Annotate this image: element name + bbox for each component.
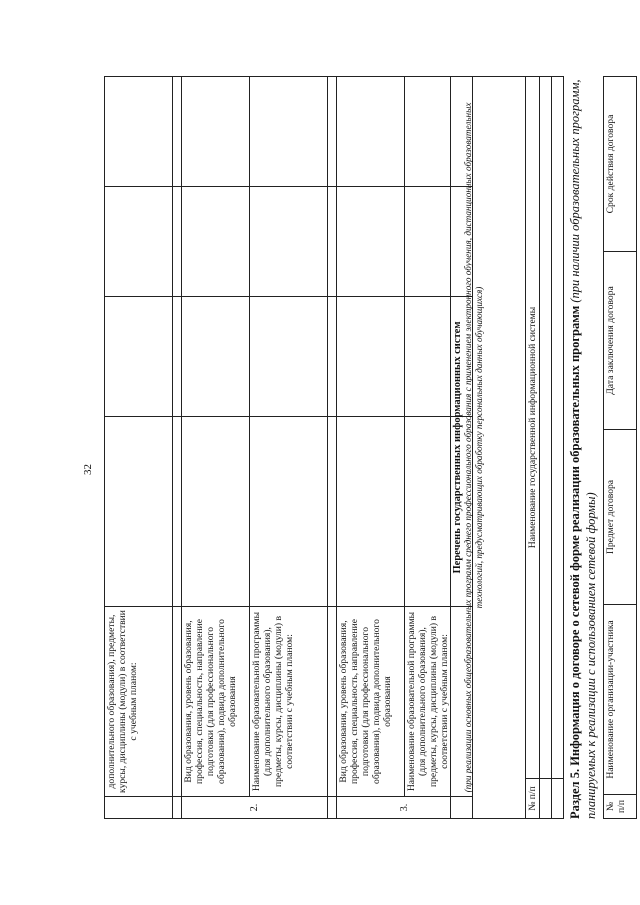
information-systems-header [451, 76, 526, 818]
table-row [540, 76, 552, 818]
table-row [552, 76, 564, 818]
table-cell [182, 417, 250, 607]
table-cell [337, 187, 405, 297]
table-cell [182, 187, 250, 297]
table-cell [105, 797, 173, 819]
table-cell [250, 187, 328, 297]
column-header-date: Дата заключения договора [604, 252, 637, 430]
table-cell [105, 297, 173, 417]
column-header-system-name: Наименование государственной информационной системы [526, 76, 540, 778]
table-row [105, 77, 173, 819]
table-spacer-row [328, 77, 337, 819]
page-number: 32 [82, 464, 94, 475]
table-row [250, 77, 328, 819]
section-5-title [567, 59, 599, 819]
row-description: дополнительного образования), предметы, курсы, дисциплины (модули) в соответствии с учебным планом: [105, 607, 173, 797]
table-cell [105, 187, 173, 297]
table-cell [182, 297, 250, 417]
row-description: Наименование образовательной программы (для дополнительного образования), предметы, курсы, дисциплины (модули) в соответствии с учебным планом: [405, 607, 473, 797]
table-cell [250, 417, 328, 607]
table-row [182, 77, 250, 819]
column-header-organization: Наименование организации-участника [604, 605, 637, 795]
row-description: Вид образования, уровень образования, профессия, специальность, направление подготовки (для профессионального образования), подвида дополнительного образования [182, 607, 250, 797]
table-cell [250, 297, 328, 417]
section-5-title-italic: (при наличии образовательных программ, планируемых к реализации с использованием сетевой формы) [568, 79, 598, 819]
table-row [526, 76, 540, 818]
information-systems-table [450, 76, 564, 819]
column-header-number: № п/п [604, 795, 637, 819]
table-cell [552, 76, 564, 778]
section-5-title-bold: Раздел 5. Информация о договоре о сетевой форме реализации образовательных программ [568, 305, 582, 819]
column-header-subject: Предмет договора [604, 430, 637, 605]
table-cell [540, 779, 552, 819]
table-spacer-row [173, 77, 182, 819]
table-cell [105, 77, 173, 187]
row-description: Вид образования, уровень образования, профессия, специальность, направление подготовки (для профессионального образования), подвида дополнительного образования [337, 607, 405, 797]
row-number: 2. [182, 797, 328, 819]
table-cell [337, 417, 405, 607]
network-contract-table [603, 76, 637, 819]
table-header-row [604, 77, 637, 819]
row-number: 3. [337, 797, 473, 819]
table-cell [337, 297, 405, 417]
row-description: Наименование образовательной программы (для дополнительного образования), предметы, курсы, дисциплины (модули) в соответствии с учебным планом: [250, 607, 328, 797]
column-header-term: Срок действия договора [604, 77, 637, 252]
table-cell [105, 417, 173, 607]
information-systems-note: (при реализации основных общеобразовательных программ среднего профессионального образования с применением электронного обучения, дистанционных образовательных технологий, предусматривающих обработку персональных данных обучающихся) [463, 102, 484, 793]
table-row [337, 77, 405, 819]
table-cell [540, 76, 552, 778]
column-header-number: № п/п [526, 779, 540, 819]
information-systems-title: Перечень государственных информационных систем [452, 321, 463, 574]
table-cell [250, 77, 328, 187]
table-row [451, 76, 526, 818]
table-cell [552, 779, 564, 819]
programs-table [104, 76, 473, 819]
table-cell [182, 77, 250, 187]
table-cell [337, 77, 405, 187]
